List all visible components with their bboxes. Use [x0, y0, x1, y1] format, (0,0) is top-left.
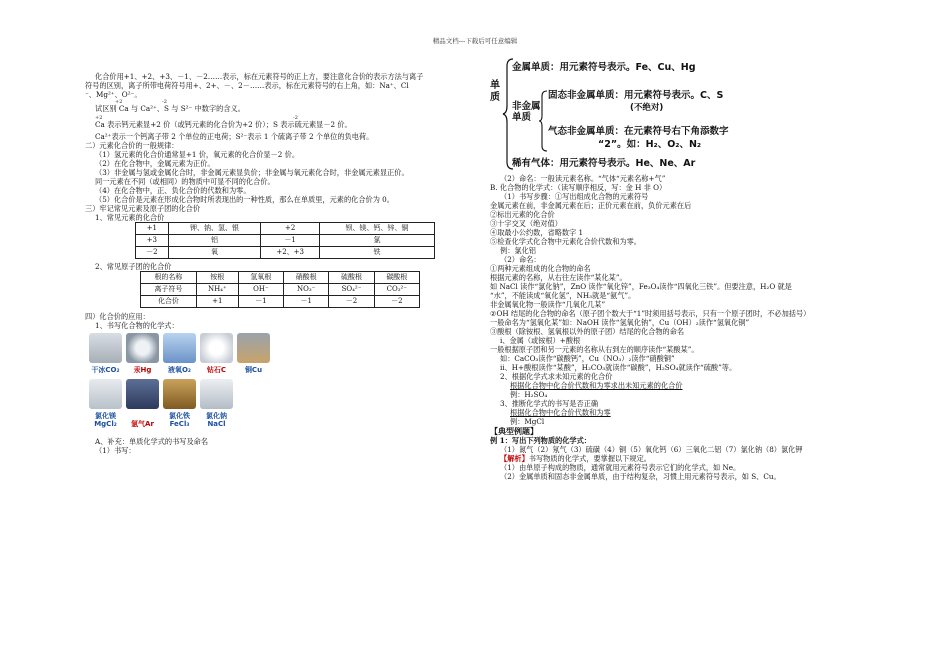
naming-example-1b: “水”，不能读成“氧化氢”，NH₃就是“氨气”。 — [490, 291, 636, 300]
gas-nonmetal-example: “2”。如：H₂、O₂、N₂ — [598, 139, 702, 150]
rule-1: （1）氢元素的化合价通常显+1 价，氧元素的化合价显－2 价。 — [95, 150, 300, 159]
table-cell: －2 — [136, 247, 169, 259]
danzhi-label: 单质 — [490, 80, 500, 103]
image-caption: 氯化镁MgCl₂ — [94, 411, 117, 429]
naming-rule-1: ①两种元素组成的化合物的命名 — [490, 264, 591, 273]
nonmetal-label: 非金属单质 — [512, 101, 541, 123]
analysis-1: （1）由单原子构成的物质，通常就用元素符号表示它们的化学式，如 Ne。 — [500, 463, 741, 472]
radical-valence-table — [140, 271, 420, 308]
naming-rule-3-i: i、金属（或铵根）+酸根 — [500, 336, 581, 345]
application-3-example: 例：MgCl — [510, 417, 545, 426]
table-cell: NO₃⁻ — [284, 284, 329, 296]
naming-rule-1-desc: 根据元素的名称，从右往左读作“某化某”。 — [490, 273, 627, 282]
example-1-list: （1）氮气（2）氖气（3）硫磺（4）铜（5）氧化钙（6）三氧化二铝（7）氯化钠（8）氯化钾 — [500, 445, 803, 454]
table-cell: －1 — [284, 296, 329, 308]
rule-4: （4）在化合物中，正、负化合价的代数和为零。 — [95, 186, 251, 195]
mercury-image — [126, 333, 159, 375]
part-a-title: A、补充：单质化学式的书写及命名 — [95, 437, 209, 446]
naming-title: （2）命名： — [500, 255, 541, 264]
element-valence-table — [135, 222, 435, 259]
table-cell: +1 — [136, 223, 169, 235]
page-header: 精品文档---下载后可任意编辑 — [432, 37, 518, 45]
image-caption: 氩气Ar — [131, 420, 154, 429]
rule-3: （3）非金属与氢或金属化合时，非金属元素显负价；非金属与氧元素化合时，非金属元素显正价。 — [95, 168, 409, 177]
section2-title: 二）元素化合价的一般规律： — [85, 141, 179, 150]
image-caption: 氯化钠NaCl — [206, 411, 227, 429]
table-row — [141, 272, 420, 284]
table-cell: 化合价 — [141, 296, 197, 308]
not-absolute-note: (不绝对) — [630, 103, 664, 113]
magnesium-chloride-image — [89, 379, 122, 429]
para1-line3: ⁻、Mg²⁺、O²⁻。 — [85, 90, 142, 99]
example-1-label: 例 1：写出下列物质的化学式： — [490, 436, 591, 445]
table-row — [136, 235, 435, 247]
rule-3b: 同一元素在不同（或相同）的物质中可显不同的化合价。 — [95, 177, 275, 186]
small-brace-icon — [538, 90, 548, 152]
solid-nonmetal-line: 固态非金属单质：用元素符号表示。C、S — [548, 90, 724, 101]
noble-gas-line: 稀有气体：用元素符号表示。He、Ne、Ar — [512, 158, 696, 169]
subsection3-title: 1、书写化合物的化学式： — [95, 321, 179, 330]
writing-order: 金属元素在前，非金属元素在后；正价元素在前，负价元素在后 — [490, 201, 692, 210]
analysis-text: 书写物质的化学式，要掌握以下规定。 — [528, 454, 651, 463]
image-caption: 汞Hg — [133, 366, 152, 375]
table-row — [141, 296, 420, 308]
table-cell: 铵根 — [196, 272, 238, 284]
elemental-substance-diagram — [490, 50, 880, 168]
table-cell: CO₃²⁻ — [374, 284, 419, 296]
writing-steps: （1）书写步骤：①写出组成化合物的元素符号 — [500, 192, 649, 201]
table-cell: NH₄⁺ — [196, 284, 238, 296]
rule-2: （2）在化合物中，金属元素为正价。 — [95, 159, 215, 168]
application-3-desc: 根据化合物中化合价代数和为零 — [510, 408, 611, 417]
meaning-line1: Ca 表示钙元素显+2 价（或钙元素的化合价为+2 价）；S 表示硫元素显－2 价。 — [95, 120, 352, 129]
application-2-desc: 根据化合物中化合价代数和为零求出未知元素的化合价 — [510, 381, 683, 390]
table-cell: +3 — [136, 235, 169, 247]
naming-rule-2-example: 一般命名为“氢氧化某”如：NaOH 读作“氢氧化钠”，Cu（OH）₂读作“氢氧化铜” — [490, 318, 750, 327]
image-caption: 铜Cu — [244, 366, 263, 375]
table-cell: 硝酸根 — [284, 272, 329, 284]
tryline-mark-s: -2 — [162, 99, 167, 105]
table-cell: －2 — [329, 296, 374, 308]
image-caption: 钻石C — [206, 366, 227, 375]
gas-nonmetal-line: 气态非金属单质：在元素符号右下角添数字 — [548, 126, 729, 137]
table-row — [141, 284, 420, 296]
substance-images-row2 — [89, 379, 470, 429]
diamond-image — [200, 333, 233, 375]
section4-title: 四）化合价的应用： — [85, 312, 150, 321]
subsection2-title: 2、常见原子团的化合价 — [95, 262, 172, 271]
substance-images-row1 — [89, 333, 470, 375]
para1-line1: 化合价用+1、+2、+3、－1、－2……表示，标在元素符号的正上方，要注意化合价的表示方法与离子 — [95, 72, 424, 81]
analysis-2: （2）金属单质和固态非金属单质，由于结构复杂，习惯上用元素符号表示，如 S、Cu。 — [500, 472, 781, 481]
para1-line2: 符号的区别，离子所带电荷符号用+、2+、－、2－……表示，标在元素符号的右上角，如：Na⁺、Cl — [85, 81, 409, 90]
section3-title: 三）牢记常见元素及原子团的化合价 — [85, 204, 201, 213]
image-caption: 液氧O₂ — [167, 366, 192, 375]
table-cell: OH⁻ — [238, 284, 283, 296]
analysis-label: 【解析】 — [500, 454, 529, 463]
tryline-mark-ca: +2 — [115, 99, 123, 105]
image-caption: 干冰CO₂ — [91, 366, 120, 375]
meaning-mark-ca: +2 — [95, 115, 103, 121]
table-cell: －2 — [374, 296, 419, 308]
table-cell: 根的名称 — [141, 272, 197, 284]
ferric-chloride-image — [163, 379, 196, 429]
application-3: 3、推断化学式的书写是否正确 — [500, 399, 599, 408]
rule-5: （5）化合价是元素在形成化合物时所表现出的一种性质，那么在单质里，元素的化合价为 0。 — [95, 195, 394, 204]
metal-elements-line: 金属单质：用元素符号表示。Fe、Cu、Hg — [512, 62, 696, 73]
typical-examples-title: 【典型例题】 — [490, 426, 538, 436]
table-cell: －1 — [261, 235, 320, 247]
table-cell: SO₄²⁻ — [329, 284, 374, 296]
sodium-chloride-image — [200, 379, 233, 429]
table-cell: 铁 — [319, 247, 434, 259]
step-5: ⑤检查化学式化合物中元素化合价代数和为零。 — [490, 237, 641, 246]
left-column — [85, 72, 470, 455]
table-cell: 氧 — [168, 247, 261, 259]
naming-line: （2）命名：一般读元素名称。“气体“元素名称+气” — [500, 174, 666, 183]
naming-example-1: 如 NaCl 读作“氯化钠”，ZnO 读作“氧化锌”，Fe₃O₄读作“四氧化三铁”。但要注意，H₂O 就是 — [490, 282, 792, 291]
table-cell: 氯 — [319, 235, 434, 247]
right-column — [490, 50, 880, 481]
naming-rule-3-i-example: 如：CaCO₃读作“碳酸钙”，Cu（NO₃）₂读作“硝酸铜” — [500, 354, 675, 363]
table-cell: 钾、钠、氢、银 — [168, 223, 261, 235]
naming-rule-3-i-desc: 一般根据原子团和另一元素的名称从右到左的顺序读作“某酸某”。 — [490, 345, 699, 354]
table-cell: +1 — [196, 296, 238, 308]
table-cell: 铝 — [168, 235, 261, 247]
table-cell: 离子符号 — [141, 284, 197, 296]
meaning-line2: Ca²⁺表示一个钙离子带 2 个单位的正电荷；S²⁻表示 1 个硫离子带 2 个单位的负电荷。 — [95, 132, 374, 141]
step-2: ②标出元素的化合价 — [490, 210, 555, 219]
dry-ice-image — [89, 333, 122, 375]
naming-rule-3-ii: ii、H+酸根读作“某酸”，H₂CO₃就读作“碳酸”，H₂SO₄就读作“硫酸”等。 — [500, 363, 737, 372]
application-2-example: 例：H₂SO₄ — [510, 390, 548, 399]
image-caption: 氯化铁FeCl₃ — [169, 411, 190, 429]
meaning-mark-s: -2 — [293, 115, 298, 121]
argon-image — [126, 379, 159, 429]
copper-image — [237, 333, 270, 375]
step-4: ④取最小公约数，省略数字 1 — [490, 228, 584, 237]
try-distinguish-line: 试区别 Ca 与 Ca²⁺、S 与 S²⁻ 中数字的含义。 — [95, 104, 245, 113]
table-cell: +2、+3 — [261, 247, 320, 259]
application-2: 2、根据化学式求未知元素的化合价 — [500, 372, 613, 381]
step-3: ③十字交叉（绝对值） — [490, 219, 562, 228]
table-cell: 硫酸根 — [329, 272, 374, 284]
table-cell: 碳酸根 — [374, 272, 419, 284]
compound-formula-title: B. 化合物的化学式：（读写顺序相反，写：金 H 非 O） — [490, 183, 667, 192]
liquid-oxygen-image — [163, 333, 196, 375]
part-a1: （1）书写： — [95, 446, 136, 455]
table-cell: －1 — [238, 296, 283, 308]
nonmetal-oxide-naming: 非金属氧化物一般读作“几氧化几某” — [490, 300, 606, 309]
table-cell: +2 — [261, 223, 320, 235]
naming-rule-3: ③酸根（除铵根、氢氧根以外的原子团）结尾的化合物的命名 — [490, 327, 685, 336]
table-row — [136, 247, 435, 259]
naming-rule-2: ②OH 结尾的化合物的命名（原子团个数大于“1”时须用括号表示，只有一个原子团时，不必加括号） — [490, 309, 811, 318]
table-row — [136, 223, 435, 235]
table-cell: 钡、镁、钙、锌、铜 — [319, 223, 434, 235]
example-alcl: 例：氯化铝 — [500, 246, 536, 255]
table-cell: 氢氧根 — [238, 272, 283, 284]
subsection1-title: 1、常见元素的化合价 — [95, 213, 165, 222]
